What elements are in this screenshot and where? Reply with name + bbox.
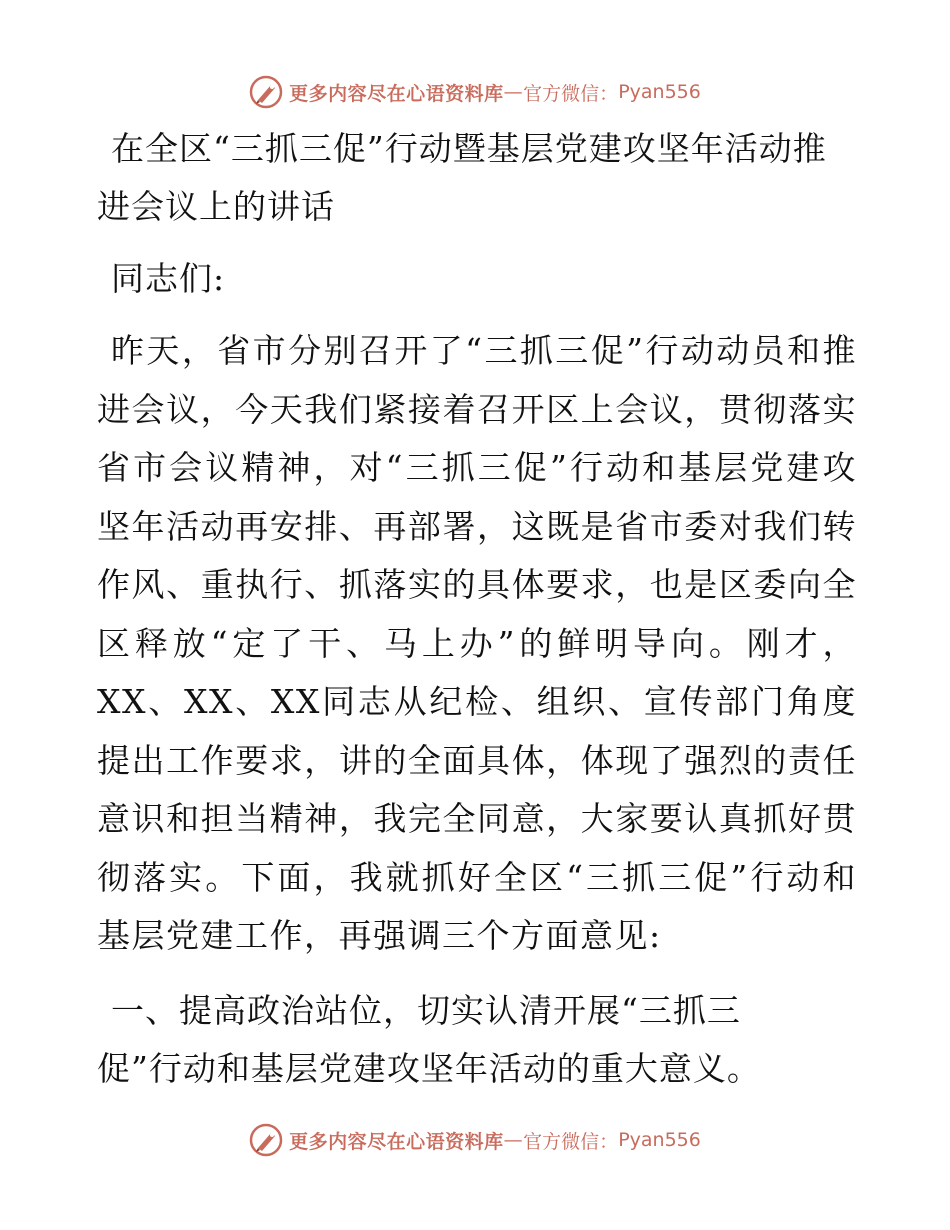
pen-logo-icon bbox=[249, 75, 283, 109]
header-watermark bbox=[0, 72, 950, 112]
watermark-text: 更多内容尽在心语资料库 bbox=[289, 1130, 504, 1153]
document-body bbox=[97, 120, 857, 1098]
watermark-label: 官方微信： bbox=[523, 82, 619, 105]
section-1-heading: 一、提高政治站位，切实认清开展“三抓三促”行动和基层党建攻坚年活动的重大意义。 bbox=[97, 990, 761, 1088]
document-title: 在全区“三抓三促”行动暨基层党建攻坚年活动推进会议上的讲话 bbox=[97, 129, 827, 226]
watermark-label: 官方微信： bbox=[523, 1130, 619, 1153]
watermark-wechat-id: Pyan556 bbox=[618, 1129, 701, 1151]
watermark-wechat-id: Pyan556 bbox=[618, 81, 701, 103]
pen-logo-icon bbox=[249, 1123, 283, 1157]
watermark-text: 更多内容尽在心语资料库 bbox=[289, 82, 504, 105]
watermark-dash: — bbox=[503, 81, 524, 103]
footer-watermark bbox=[0, 1120, 950, 1160]
watermark-dash: — bbox=[503, 1129, 524, 1151]
paragraph-1: 昨天，省市分别召开了“三抓三促”行动动员和推进会议，今天我们紧接着召开区上会议，贯彻落实省市会议精神，对“三抓三促”行动和基层党建攻坚年活动再安排、再部署，这既是省市委对我们转作风、重执行、抓落实的具体要求，也是区委向全区释放“定了干、马上办”的鲜明导向。刚才，XX、XX、XX同志从纪检、组织、宣传部门角度提出工作要求，讲的全面具体，体现了强烈的责任意识和担当精神，我完全同意，大家要认真抓好贯彻落实。下面，我就抓好全区“三抓三促”行动和基层党建工作，再强调三个方面意见: bbox=[97, 331, 857, 955]
salutation: 同志们: bbox=[111, 259, 226, 298]
